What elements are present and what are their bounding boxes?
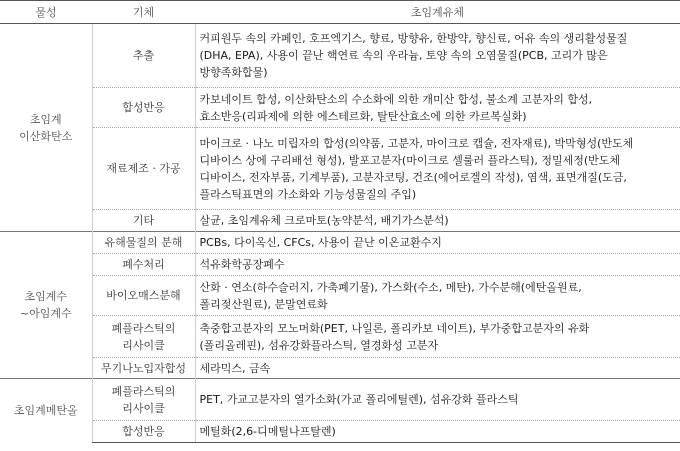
table-row	[0, 24, 680, 88]
table-row	[0, 358, 680, 379]
material-cell: 초임계 이산화탄소	[0, 24, 92, 232]
table-row	[0, 254, 680, 276]
application-cell: 세라믹스, 금속	[195, 358, 680, 379]
substrate-cell: 바이오매스분해	[92, 276, 195, 316]
application-cell: 축중합고분자의 모노머화(PET, 나일론, 폴리카보 네이트), 부가중합고분자의 유화 (폴리올레핀), 섬유강화플라스틱, 열경화성 고분자	[195, 316, 680, 358]
substrate-cell: 폐플라스틱의 리사이클	[92, 379, 195, 421]
substrate-cell: 유해물질의 분해	[92, 232, 195, 254]
substrate-cell: 재료제조 · 가공	[92, 128, 195, 210]
header-substrate: 기체	[92, 1, 195, 24]
application-cell: PCBs, 다이옥신, CFCs, 사용이 끝난 이온교환수지	[195, 232, 680, 254]
substrate-cell: 무기나노입자합성	[92, 358, 195, 379]
table-row	[0, 210, 680, 232]
table-row	[0, 316, 680, 358]
substrate-cell: 합성반응	[92, 421, 195, 443]
application-cell: 메틸화(2,6-디메틸나프탈렌)	[195, 421, 680, 443]
material-cell: 초임계메탄올	[0, 379, 92, 443]
substrate-cell: 폐플라스틱의 리사이클	[92, 316, 195, 358]
application-cell: 석유화학공장폐수	[195, 254, 680, 276]
table-row	[0, 379, 680, 421]
application-cell: 산화 · 연소(하수슬러지, 가축폐기물), 가스화(수소, 메탄), 가수분해(에탄올원료, 폴리젖산원료), 분말연료화	[195, 276, 680, 316]
application-cell: 커피원두 속의 카페인, 호프엑기스, 향료, 방향유, 한방약, 향신료, 어유 속의 생리활성물질 (DHA, EPA), 사용이 끝난 핵연료 속의 우라늄, 토양 속의 오염물질(PCB, 고리가 많은 방향족화합물)	[195, 24, 680, 88]
header-application: 초임계유체	[195, 1, 680, 24]
header-material: 물성	[0, 1, 92, 24]
substrate-cell: 기타	[92, 210, 195, 232]
application-cell: 살균, 초임계유체 크로마토(농약분석, 배기가스분석)	[195, 210, 680, 232]
substrate-cell: 합성반응	[92, 88, 195, 128]
substrate-cell: 폐수처리	[92, 254, 195, 276]
application-cell: PET, 가교고분자의 열가소화(가교 폴리에틸렌), 섬유강화 플라스틱	[195, 379, 680, 421]
header-row	[0, 1, 680, 24]
table-row	[0, 88, 680, 128]
table-row	[0, 232, 680, 254]
table-row	[0, 128, 680, 210]
application-cell: 카보네이트 합성, 이산화탄소의 수소화에 의한 개미산 합성, 불소계 고분자의 합성, 효소반응(리파제에 의한 에스테르화, 탈탄산효소에 의한 카르복실화)	[195, 88, 680, 128]
substrate-cell: 추출	[92, 24, 195, 88]
material-cell: 초임계수 ~아임계수	[0, 232, 92, 379]
table-row	[0, 276, 680, 316]
table-row	[0, 421, 680, 443]
application-cell: 마이크로 · 나노 미립자의 합성(의약품, 고분자, 마이크로 캡슐, 전자재료), 박막형성(반도체 디바이스 상에 구리배선 형성), 발포고분자(마이크로 셀룰러 플라스틱), 정밀세정(반도체 디바이스, 전자부품, 기계부품), 고분자코팅, 건조(에어로겔의 작성), 염색, 표면개질(도금, 플라스틱표면의 가소화와 기능성물질의 주입)	[195, 128, 680, 210]
